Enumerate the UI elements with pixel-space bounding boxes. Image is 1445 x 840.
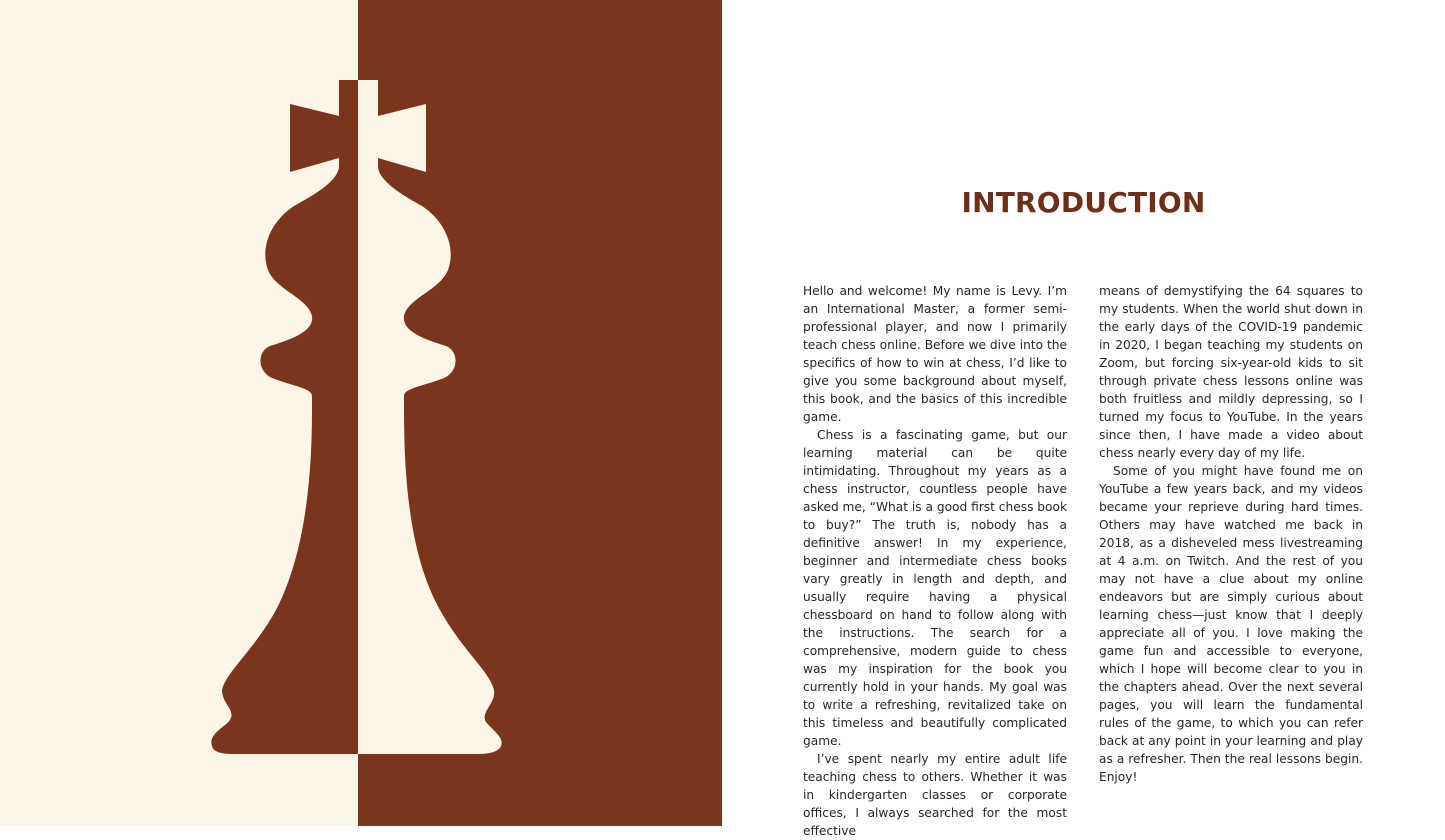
paragraph: means of demystifying the 64 squares to my students. When the world shut down in the early days of the COVID-19 pandemic in 2020, I began teaching my students on Zoom, but forcing six-year-old kids to sit through private chess lessons online was both fruitless and mildly depressing, so I turned my focus to YouTube. In the years since then, I have made a video about chess nearly every day of my life. xyxy=(1099,284,1363,460)
text-column-left xyxy=(803,282,1067,840)
paragraph: Hello and welcome! My name is Levy. I’m an International Master, a former semi-professional player, and now I primarily teach chess online. Before we dive into the specifics of how to win at chess, I’d like to give you some background about myself, this book, and the basics of this incredible game. xyxy=(803,284,1067,424)
paragraph: Some of you might have found me on YouTube a few years back, and my videos became your reprieve during hard times. Others may have watched me back in 2018, as a disheveled mess livestreaming at 4 a.m. on Twitch. And the rest of you may not have a clue about my online endeavors but are simply curious about learning chess—just know that I deeply appreciate all of you. I love making the game fun and accessible to everyone, which I hope will become clear to you in the chapters ahead. Over the next several pages, you will learn the fundamental rules of the game, to which you can refer back at any point in your learning and play as a refresher. Then the real lessons begin. Enjoy! xyxy=(1099,464,1363,784)
text-page xyxy=(722,0,1445,838)
paragraph: Chess is a fascinating game, but our learning material can be quite intimidating. Throughout my years as a chess instructor, countless people have asked me, “What is a good first chess book to buy?” The truth is, nobody has a definitive answer! In my experience, beginner and intermediate chess books vary greatly in length and depth, and usually require having a physical chessboard on hand to follow along with the instructions. The search for a comprehensive, modern guide to chess was my inspiration for the book you currently hold in your hands. My goal was to write a refreshing, revitalized take on this timeless and beautifully complicated game. xyxy=(803,428,1067,748)
paragraph: I’ve spent nearly my entire adult life teaching chess to others. Whether it was in kindergarten classes or corporate offices, I always searched for the most effective xyxy=(803,752,1067,838)
chess-king-icon xyxy=(0,0,722,826)
text-column-right xyxy=(1099,282,1363,786)
illustration-page xyxy=(0,0,722,826)
page-title: INTRODUCTION xyxy=(961,186,1206,219)
